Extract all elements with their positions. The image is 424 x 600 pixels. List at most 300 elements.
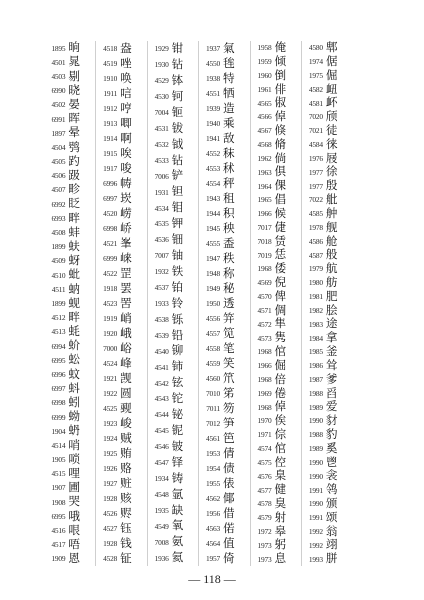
index-entry xyxy=(251,511,301,525)
entry-character: 贿 xyxy=(120,446,132,460)
entry-code: 7004 xyxy=(154,108,169,118)
entry-code: 1985 xyxy=(308,347,323,357)
entry-character: 蚒 xyxy=(68,424,81,438)
entry-character: 蚋 xyxy=(68,282,81,296)
entry-character: 唉 xyxy=(120,146,132,160)
index-entry xyxy=(96,266,146,281)
index-entry xyxy=(44,467,95,481)
entry-code: 7010 xyxy=(206,389,221,398)
index-entry xyxy=(199,281,249,296)
entry-character: 倒 xyxy=(274,68,287,82)
index-entry xyxy=(96,491,146,506)
index-entry xyxy=(44,523,95,537)
entry-character: 射 xyxy=(274,510,287,524)
index-entry xyxy=(251,110,301,124)
entry-code: 1973 xyxy=(257,540,272,550)
entry-character: 铀 xyxy=(171,247,184,262)
index-entry xyxy=(96,221,146,236)
entry-code: 4501 xyxy=(51,57,66,67)
entry-code: 1990 xyxy=(308,499,323,509)
entry-code: 4504 xyxy=(51,142,66,152)
index-entry xyxy=(251,525,301,539)
entry-character: 秣 xyxy=(223,146,235,160)
entry-code: 1927 xyxy=(103,479,118,488)
entry-code: 1918 xyxy=(103,284,118,293)
index-entry xyxy=(302,497,352,511)
index-entry xyxy=(96,206,146,221)
entry-code: 1974 xyxy=(308,57,323,67)
entry-code: 6994 xyxy=(51,341,66,351)
index-entry xyxy=(199,521,249,536)
entry-code: 1989 xyxy=(308,444,323,454)
entry-code: 4581 xyxy=(308,98,323,108)
entry-character: 铊 xyxy=(171,391,184,406)
entry-character: 倻 xyxy=(223,491,235,505)
entry-code: 4571 xyxy=(257,305,272,315)
entry-code: 1957 xyxy=(206,554,221,563)
entry-character: 俶 xyxy=(274,96,287,110)
index-entry xyxy=(148,121,198,137)
entry-code: 4573 xyxy=(257,333,272,343)
entry-code: 4542 xyxy=(154,378,169,388)
index-entry xyxy=(44,410,95,424)
entry-code: 7008 xyxy=(154,537,169,547)
index-entry xyxy=(44,538,95,552)
entry-character: 租 xyxy=(223,191,235,205)
index-entry xyxy=(251,55,301,69)
entry-code: 6990 xyxy=(51,86,66,96)
entry-character: 笆 xyxy=(223,431,235,445)
entry-character: 觋 xyxy=(120,401,132,415)
entry-code: 4508 xyxy=(51,228,66,238)
entry-character: 蚌 xyxy=(68,225,81,239)
entry-code: 4502 xyxy=(51,100,66,110)
entry-character: 脍 xyxy=(325,303,338,317)
entry-code: 6998 xyxy=(51,398,66,408)
entry-code: 1973 xyxy=(257,554,272,564)
index-entry xyxy=(44,55,95,69)
index-entry xyxy=(251,414,301,428)
character-index-grid xyxy=(44,41,404,566)
index-entry xyxy=(148,327,198,343)
entry-code: 4561 xyxy=(206,434,221,443)
entry-character: 赂 xyxy=(120,461,132,475)
entry-character: 峤 xyxy=(120,221,132,235)
entry-character: 铃 xyxy=(171,295,184,310)
index-entry xyxy=(148,534,198,550)
entry-code: 6997 xyxy=(103,194,118,203)
entry-code: 4587 xyxy=(308,250,323,260)
index-entry xyxy=(199,386,249,401)
entry-code: 4512 xyxy=(51,313,66,323)
index-entry xyxy=(44,339,95,353)
entry-code: 1955 xyxy=(206,479,221,488)
index-entry xyxy=(148,502,198,518)
entry-character: 俾 xyxy=(274,289,287,303)
entry-character: 哩 xyxy=(68,466,81,480)
entry-code: 4547 xyxy=(154,458,169,468)
entry-code: 4569 xyxy=(257,278,272,288)
entry-code: 4532 xyxy=(154,139,169,149)
entry-character: 俱 xyxy=(274,165,287,179)
entry-character: 笊 xyxy=(223,371,235,385)
entry-code: 7019 xyxy=(257,250,272,260)
entry-character: 躬 xyxy=(274,538,287,552)
entry-character: 罡 xyxy=(120,266,132,280)
index-entry xyxy=(302,248,352,262)
index-entry xyxy=(148,216,198,232)
entry-code: 4507 xyxy=(51,185,66,195)
index-entry xyxy=(302,82,352,96)
index-entry xyxy=(251,69,301,83)
index-entry xyxy=(96,71,146,86)
index-entry xyxy=(148,550,198,566)
entry-code: 4538 xyxy=(154,314,169,324)
entry-code: 4523 xyxy=(103,299,118,308)
entry-code: 1909 xyxy=(51,554,66,564)
entry-code: 4519 xyxy=(103,59,118,68)
index-column xyxy=(301,41,352,566)
entry-code: 1908 xyxy=(51,497,66,507)
entry-character: 恩 xyxy=(68,551,81,566)
entry-code: 4524 xyxy=(103,359,118,368)
entry-code: 4559 xyxy=(206,359,221,368)
entry-character: 铌 xyxy=(171,422,184,437)
entry-code: 1970 xyxy=(257,416,272,426)
entry-character: 哏 xyxy=(68,523,81,537)
entry-character: 拿 xyxy=(325,331,338,345)
entry-character: 徐 xyxy=(325,165,338,179)
entry-character: 倚 xyxy=(223,551,235,565)
entry-code: 1928 xyxy=(103,539,118,548)
entry-character: 倌 xyxy=(274,441,287,455)
index-entry xyxy=(148,136,198,152)
entry-code: 1964 xyxy=(257,181,272,191)
entry-character: 衃 xyxy=(325,96,338,110)
index-entry xyxy=(44,211,95,225)
entry-character: 笑 xyxy=(223,356,235,370)
index-entry xyxy=(96,416,146,431)
entry-character: 钻 xyxy=(171,152,184,167)
entry-code: 4533 xyxy=(154,155,169,165)
index-entry xyxy=(44,296,95,310)
entry-code: 4530 xyxy=(154,92,169,102)
index-entry xyxy=(44,84,95,98)
index-entry xyxy=(251,290,301,304)
entry-character: 晕 xyxy=(68,126,81,140)
index-entry xyxy=(251,552,301,566)
index-entry xyxy=(44,452,95,466)
entry-character: 钿 xyxy=(171,232,184,247)
index-entry xyxy=(96,131,146,146)
index-entry xyxy=(251,345,301,359)
index-entry xyxy=(302,359,352,373)
entry-character: 圆 xyxy=(120,386,132,400)
entry-code: 1956 xyxy=(206,509,221,518)
entry-character: 赁 xyxy=(274,234,287,248)
entry-character: 峰 xyxy=(120,356,132,370)
entry-character: 罟 xyxy=(120,296,132,310)
entry-code: 4560 xyxy=(206,374,221,383)
entry-character: 晓 xyxy=(68,83,81,97)
entry-character: 峯 xyxy=(120,236,132,250)
entry-character: 铆 xyxy=(171,343,184,358)
index-entry xyxy=(251,455,301,469)
entry-code: 1921 xyxy=(103,374,118,383)
entry-code: 4549 xyxy=(154,521,169,531)
entry-character: 航 xyxy=(325,262,338,276)
entry-character: 晖 xyxy=(68,111,81,126)
index-entry xyxy=(199,416,249,431)
entry-character: 蚣 xyxy=(68,353,81,367)
entry-code: 1917 xyxy=(103,164,118,173)
index-entry xyxy=(199,431,249,446)
entry-code: 1943 xyxy=(206,194,221,203)
index-entry xyxy=(148,89,198,105)
index-entry xyxy=(251,138,301,152)
entry-character: 趿 xyxy=(68,168,81,182)
entry-code: 1990 xyxy=(308,416,323,426)
index-entry xyxy=(302,193,352,207)
entry-code: 4527 xyxy=(103,524,118,533)
entry-code: 4548 xyxy=(154,489,169,499)
entry-character: 乘 xyxy=(223,116,235,130)
index-entry xyxy=(199,131,249,146)
index-entry xyxy=(251,124,301,138)
index-entry xyxy=(96,176,146,191)
index-entry xyxy=(302,386,352,400)
entry-code: 1979 xyxy=(308,264,323,274)
index-entry xyxy=(302,138,352,152)
entry-character: 倍 xyxy=(274,372,287,386)
index-entry xyxy=(251,469,301,483)
entry-character: 秩 xyxy=(223,251,235,265)
index-entry xyxy=(302,455,352,469)
index-entry xyxy=(251,41,301,55)
entry-character: 钳 xyxy=(171,41,184,56)
entry-character: 倦 xyxy=(274,386,287,400)
entry-code: 1910 xyxy=(103,74,118,83)
index-entry xyxy=(44,268,95,282)
entry-character: 唤 xyxy=(120,71,132,85)
entry-code: 4563 xyxy=(206,524,221,533)
entry-character: 笫 xyxy=(223,386,235,400)
entry-character: 哦 xyxy=(68,509,81,523)
entry-code: 1929 xyxy=(154,44,169,54)
entry-code: 7017 xyxy=(257,223,272,232)
index-entry xyxy=(44,183,95,197)
index-entry xyxy=(251,538,301,552)
index-entry xyxy=(148,248,198,264)
index-entry xyxy=(251,359,301,373)
entry-character: 趵 xyxy=(68,154,81,168)
entry-character: 笕 xyxy=(223,326,235,340)
entry-code: 6995 xyxy=(51,355,66,365)
entry-character: 殷 xyxy=(325,179,338,193)
index-entry xyxy=(302,221,352,235)
entry-code: 1992 xyxy=(308,526,323,536)
index-entry xyxy=(148,168,198,184)
index-entry xyxy=(148,152,198,168)
entry-code: 1965 xyxy=(257,195,272,205)
entry-code: 4586 xyxy=(308,236,323,246)
index-entry xyxy=(302,55,352,69)
entry-code: 1991 xyxy=(308,485,323,495)
entry-code: 6998 xyxy=(103,224,118,233)
index-entry xyxy=(44,481,95,495)
entry-code: 1899 xyxy=(51,298,66,308)
entry-character: 钱 xyxy=(120,536,132,550)
index-entry xyxy=(251,82,301,96)
index-entry xyxy=(148,200,198,216)
entry-code: 4562 xyxy=(206,494,221,503)
index-entry xyxy=(96,521,146,536)
entry-character: 倨 xyxy=(325,54,338,68)
entry-character: 铋 xyxy=(171,407,184,422)
entry-code: 4537 xyxy=(154,283,169,293)
entry-code: 6992 xyxy=(51,199,66,209)
index-entry xyxy=(251,331,301,345)
entry-code: 1911 xyxy=(103,89,118,98)
entry-character: 蚝 xyxy=(68,324,81,339)
index-entry xyxy=(302,41,352,55)
entry-code: 6995 xyxy=(51,511,66,521)
index-entry xyxy=(44,552,95,566)
entry-character: 俺 xyxy=(274,41,287,55)
entry-code: 1944 xyxy=(206,209,221,218)
entry-code: 1976 xyxy=(308,153,323,163)
index-entry xyxy=(96,551,146,566)
entry-code: 7022 xyxy=(308,195,323,205)
entry-code: 1895 xyxy=(51,43,66,53)
entry-code: 7021 xyxy=(308,126,323,136)
index-entry xyxy=(302,552,352,566)
entry-character: 倪 xyxy=(274,275,287,289)
entry-character: 铁 xyxy=(171,263,184,278)
entry-character: 蚴 xyxy=(68,409,81,424)
entry-character: 郫 xyxy=(325,41,338,55)
entry-character: 健 xyxy=(274,483,287,497)
entry-code: 4506 xyxy=(51,171,66,181)
entry-character: 赃 xyxy=(120,476,132,490)
index-entry xyxy=(44,41,95,55)
index-entry xyxy=(302,276,352,290)
index-entry xyxy=(148,486,198,502)
entry-character: 钵 xyxy=(171,72,184,87)
entry-code: 1923 xyxy=(103,419,118,428)
entry-character: 畛 xyxy=(68,182,81,197)
entry-code: 4566 xyxy=(257,112,272,122)
index-entry xyxy=(251,179,301,193)
entry-code: 4503 xyxy=(51,71,66,81)
entry-character: 盎 xyxy=(120,41,132,55)
entry-code: 4575 xyxy=(257,457,272,467)
index-entry xyxy=(251,442,301,456)
entry-character: 峨 xyxy=(120,326,132,340)
index-entry xyxy=(96,461,146,476)
entry-code: 4551 xyxy=(206,89,221,98)
index-entry xyxy=(44,98,95,112)
entry-character: 颀 xyxy=(325,110,338,124)
index-entry xyxy=(199,536,249,551)
entry-code: 1937 xyxy=(206,44,221,53)
index-entry xyxy=(96,506,146,521)
entry-character: 臬 xyxy=(274,469,287,483)
index-entry xyxy=(96,116,146,131)
entry-code: 4584 xyxy=(308,140,323,150)
index-entry xyxy=(302,317,352,331)
entry-character: 隼 xyxy=(274,317,287,331)
entry-character: 颂 xyxy=(325,510,338,524)
entry-character: 臭 xyxy=(274,496,287,511)
index-entry xyxy=(251,428,301,442)
index-entry xyxy=(148,391,198,407)
entry-code: 6996 xyxy=(51,369,66,379)
index-entry xyxy=(96,56,146,71)
entry-character: 钲 xyxy=(120,551,132,565)
entry-code: 4582 xyxy=(308,84,323,94)
entry-code: 1983 xyxy=(308,319,323,329)
entry-character: 息 xyxy=(274,552,287,566)
entry-character: 债 xyxy=(223,461,235,475)
entry-character: 倢 xyxy=(274,220,287,234)
entry-character: 奚 xyxy=(325,441,338,455)
entry-code: 4545 xyxy=(154,426,169,436)
index-entry xyxy=(44,69,95,83)
entry-code: 1993 xyxy=(308,554,323,564)
entry-character: 鸮 xyxy=(68,140,81,154)
entry-character: 氣 xyxy=(223,41,235,55)
entry-character: 钾 xyxy=(171,216,184,231)
entry-character: 爹 xyxy=(325,372,338,386)
index-entry xyxy=(199,461,249,476)
index-entry xyxy=(148,280,198,296)
entry-character: 倧 xyxy=(274,427,287,441)
index-entry xyxy=(302,525,352,539)
index-entry xyxy=(44,254,95,268)
index-entry xyxy=(302,303,352,317)
entry-code: 4572 xyxy=(257,319,272,329)
entry-code: 4509 xyxy=(51,256,66,266)
entry-code: 1922 xyxy=(103,389,118,398)
index-entry xyxy=(96,251,146,266)
entry-code: 1963 xyxy=(257,167,272,177)
entry-code: 4514 xyxy=(51,440,66,450)
entry-code: 4526 xyxy=(103,509,118,518)
entry-code: 1972 xyxy=(257,526,272,536)
entry-character: 舰 xyxy=(325,220,338,234)
entry-code: 4565 xyxy=(257,98,272,108)
entry-code: 1954 xyxy=(206,464,221,473)
entry-character: 俳 xyxy=(274,82,287,96)
entry-character: 衾 xyxy=(325,469,338,483)
entry-character: 觊 xyxy=(120,371,132,385)
entry-code: 4515 xyxy=(51,469,66,479)
entry-character: 哨 xyxy=(68,438,81,452)
entry-code: 1913 xyxy=(103,119,118,128)
index-entry xyxy=(199,236,249,251)
entry-code: 1941 xyxy=(206,134,221,143)
index-entry xyxy=(302,290,352,304)
index-entry xyxy=(302,110,352,124)
index-entry xyxy=(44,140,95,154)
entry-character: 值 xyxy=(223,536,235,550)
entry-code: 6993 xyxy=(51,213,66,223)
entry-character: 徒 xyxy=(325,123,338,137)
entry-character: 隽 xyxy=(274,331,287,345)
entry-character: 钺 xyxy=(171,136,184,151)
entry-character: 倬 xyxy=(274,400,287,414)
